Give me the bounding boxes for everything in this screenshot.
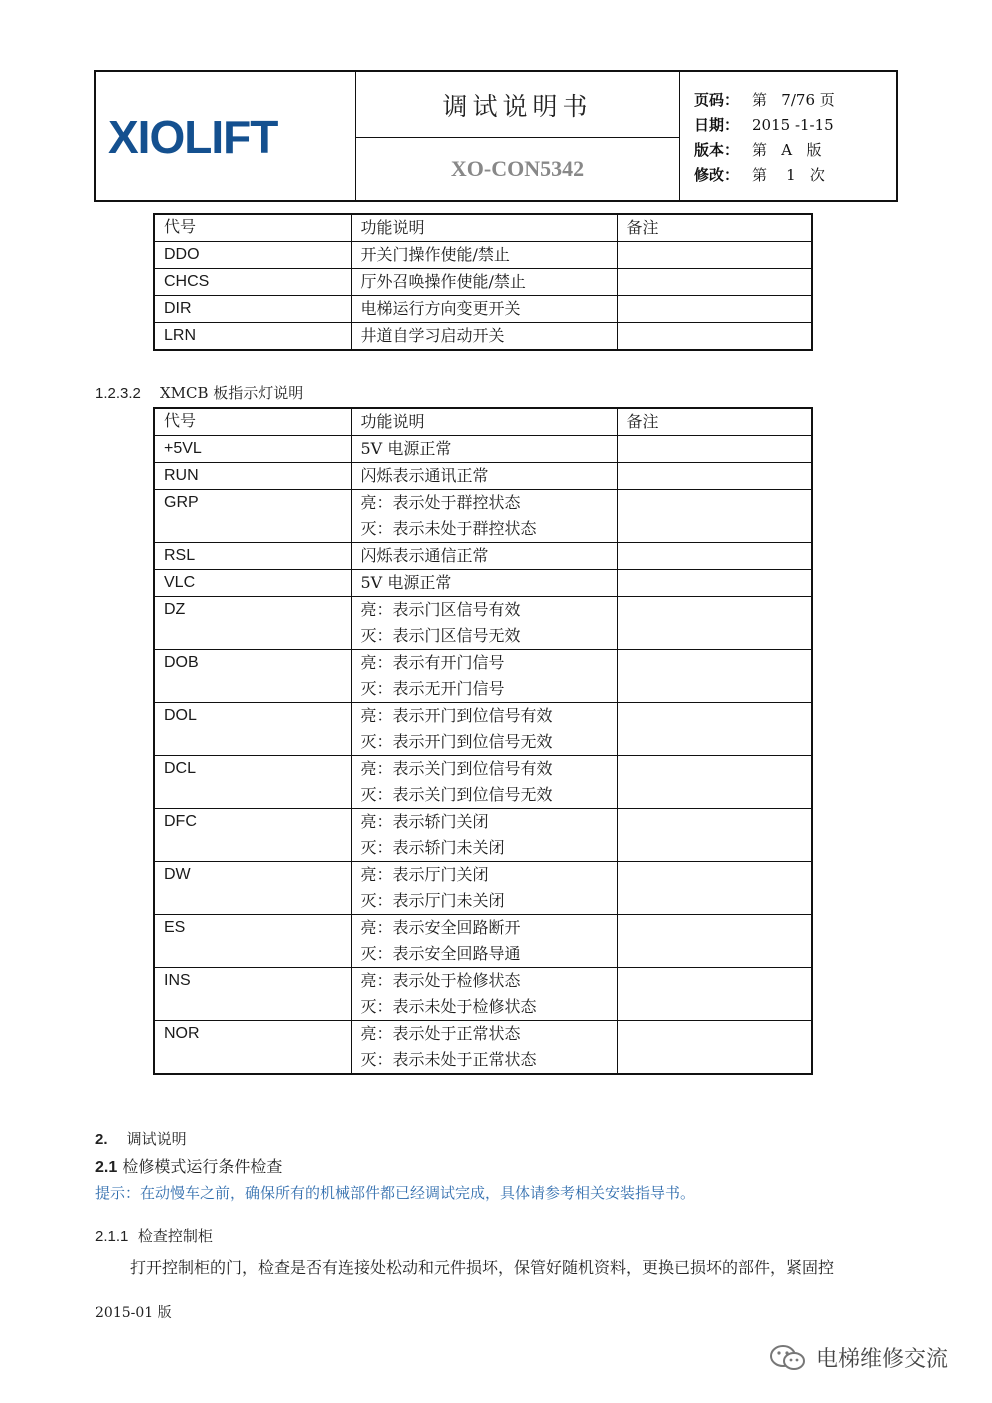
desc-line: 亮：表示门区信号有效: [360, 600, 521, 619]
row-remark: [617, 809, 812, 862]
table-row: [154, 968, 812, 1021]
info-revision: [694, 163, 896, 188]
row-code: GRP: [154, 490, 351, 543]
desc-line: 灭：表示未处于检修状态: [360, 997, 537, 1016]
table-row: [154, 703, 812, 756]
row-code: DW: [154, 862, 351, 915]
row-remark: [617, 915, 812, 968]
row-desc: [351, 1021, 617, 1075]
row-desc: [351, 463, 617, 490]
row-remark: [617, 968, 812, 1021]
row-remark: [617, 703, 812, 756]
row-remark: [617, 323, 812, 351]
row-code: RUN: [154, 463, 351, 490]
header-remark: 备注: [617, 408, 812, 436]
desc-line: 灭：表示开门到位信号无效: [360, 732, 553, 751]
table-row: [154, 463, 812, 490]
header-remark: 备注: [617, 214, 812, 242]
header-function: 功能说明: [351, 408, 617, 436]
row-desc: [351, 862, 617, 915]
row-code: DOB: [154, 650, 351, 703]
row-code: DCL: [154, 756, 351, 809]
desc-line: 灭：表示轿门未关闭: [360, 838, 505, 857]
info-label: 修改：: [694, 166, 740, 184]
row-remark: [617, 570, 812, 597]
tip-note: 提示：在动慢车之前，确保所有的机械部件都已经调试完成，具体请参考相关安装指导书。: [95, 1184, 696, 1202]
row-code: LRN: [154, 323, 351, 351]
table-row: [154, 436, 812, 463]
info-page: [694, 88, 896, 113]
desc-line: 灭：表示厅门未关闭: [360, 891, 505, 910]
row-desc: [351, 809, 617, 862]
row-desc: 开关门操作使能/禁止: [351, 242, 617, 269]
desc-line: 亮：表示轿门关闭: [360, 812, 489, 831]
section-title: 调试说明: [126, 1130, 187, 1148]
indicator-table-body: [154, 436, 812, 1075]
table-row: [154, 269, 812, 296]
row-desc: [351, 756, 617, 809]
row-desc: [351, 915, 617, 968]
row-remark: [617, 1021, 812, 1075]
row-desc: [351, 490, 617, 543]
row-desc: 电梯运行方向变更开关: [351, 296, 617, 323]
row-desc: [351, 703, 617, 756]
table-row: [154, 490, 812, 543]
row-code: DIR: [154, 296, 351, 323]
row-remark: [617, 436, 812, 463]
table-row: [154, 543, 812, 570]
row-remark: [617, 296, 812, 323]
info-value: 第 1 次: [752, 166, 825, 184]
row-code: DFC: [154, 809, 351, 862]
desc-line: 灭：表示安全回路导通: [360, 944, 521, 963]
section-title: XMCB 板指示灯说明: [159, 384, 304, 402]
section-title: 检查控制柜: [137, 1227, 213, 1245]
document-info: [680, 72, 896, 200]
info-value: 第 7/76 页: [752, 91, 835, 109]
document-header: [94, 70, 898, 202]
info-date: [694, 113, 896, 138]
info-version: [694, 138, 896, 163]
wechat-icon: [768, 1343, 808, 1373]
row-code: INS: [154, 968, 351, 1021]
desc-line: 亮：表示处于正常状态: [360, 1024, 521, 1043]
section-number: 2.: [95, 1131, 108, 1148]
watermark: [768, 1342, 948, 1373]
row-desc: [351, 968, 617, 1021]
table-row: [154, 296, 812, 323]
row-remark: [617, 269, 812, 296]
row-desc: [351, 597, 617, 650]
row-remark: [617, 650, 812, 703]
row-remark: [617, 862, 812, 915]
row-remark: [617, 463, 812, 490]
body-paragraph: 打开控制柜的门，检查是否有连接处松动和元件损坏，保管好随机资料，更换已损坏的部件，紧固控: [130, 1258, 835, 1277]
row-desc: [351, 436, 617, 463]
desc-line: 亮：表示安全回路断开: [360, 918, 521, 937]
table-row: [154, 862, 812, 915]
section-title: 检修模式运行条件检查: [122, 1157, 283, 1176]
row-code: +5VL: [154, 436, 351, 463]
table-row: [154, 242, 812, 269]
section-number: 2.1.1: [95, 1228, 129, 1245]
row-code: DZ: [154, 597, 351, 650]
desc-line: 灭：表示关门到位信号无效: [360, 785, 553, 804]
table-header-row: [154, 408, 812, 436]
desc-line: 亮：表示厅门关闭: [360, 865, 489, 884]
header-code: 代号: [154, 214, 351, 242]
row-desc: [351, 543, 617, 570]
desc-line: 灭：表示未处于群控状态: [360, 519, 537, 538]
row-remark: [617, 490, 812, 543]
row-desc: [351, 650, 617, 703]
table-row: [154, 1021, 812, 1075]
row-code: DDO: [154, 242, 351, 269]
switch-table: [153, 213, 813, 351]
table-row: [154, 915, 812, 968]
desc-line: 闪烁表示通信正常: [360, 546, 489, 565]
section-number: 2.1: [95, 1159, 118, 1176]
section-heading-211: [95, 1225, 213, 1246]
company-logo: XIOLIFT: [108, 111, 278, 163]
header-code: 代号: [154, 408, 351, 436]
desc-line: 灭：表示无开门信号: [360, 679, 505, 698]
table-row: [154, 597, 812, 650]
row-desc: 井道自学习启动开关: [351, 323, 617, 351]
table-row: [154, 809, 812, 862]
desc-line: 5V 电源正常: [360, 573, 452, 592]
row-code: VLC: [154, 570, 351, 597]
table-row: [154, 570, 812, 597]
info-label: 日期：: [694, 116, 740, 134]
row-code: CHCS: [154, 269, 351, 296]
info-label: 版本：: [694, 141, 740, 159]
row-remark: [617, 242, 812, 269]
row-code: ES: [154, 915, 351, 968]
section-heading-2: [95, 1128, 187, 1149]
row-remark: [617, 543, 812, 570]
info-label: 页码：: [694, 91, 740, 109]
desc-line: 亮：表示开门到位信号有效: [360, 706, 553, 725]
desc-line: 闪烁表示通讯正常: [360, 466, 489, 485]
row-remark: [617, 597, 812, 650]
desc-line: 亮：表示关门到位信号有效: [360, 759, 553, 778]
table-row: [154, 756, 812, 809]
table-row: [154, 650, 812, 703]
row-remark: [617, 756, 812, 809]
indicator-table: [153, 407, 813, 1075]
document-code: XO-CON5342: [450, 156, 585, 181]
footer-version: 2015-01 版: [95, 1305, 172, 1321]
section-number: 1.2.3.2: [95, 385, 141, 402]
logo-cell: [96, 72, 356, 200]
desc-line: 灭：表示门区信号无效: [360, 626, 521, 645]
row-code: NOR: [154, 1021, 351, 1075]
document-title: 调试说明书: [356, 72, 679, 138]
watermark-text: 电梯维修交流: [816, 1347, 949, 1372]
header-function: 功能说明: [351, 214, 617, 242]
desc-line: 亮：表示有开门信号: [360, 653, 505, 672]
section-heading-1232: [95, 382, 303, 403]
desc-line: 灭：表示未处于正常状态: [360, 1050, 537, 1069]
title-cell: [356, 72, 680, 200]
desc-line: 亮：表示处于群控状态: [360, 493, 521, 512]
table-header-row: [154, 214, 812, 242]
table-row: [154, 323, 812, 351]
row-code: DOL: [154, 703, 351, 756]
row-code: RSL: [154, 543, 351, 570]
section-heading-21: [95, 1154, 282, 1177]
info-value: 2015 -1-15: [752, 116, 834, 134]
row-desc: [351, 570, 617, 597]
desc-line: 亮：表示处于检修状态: [360, 971, 521, 990]
info-value: 第 A 版: [752, 141, 822, 159]
row-desc: 厅外召唤操作使能/禁止: [351, 269, 617, 296]
desc-line: 5V 电源正常: [360, 439, 452, 458]
